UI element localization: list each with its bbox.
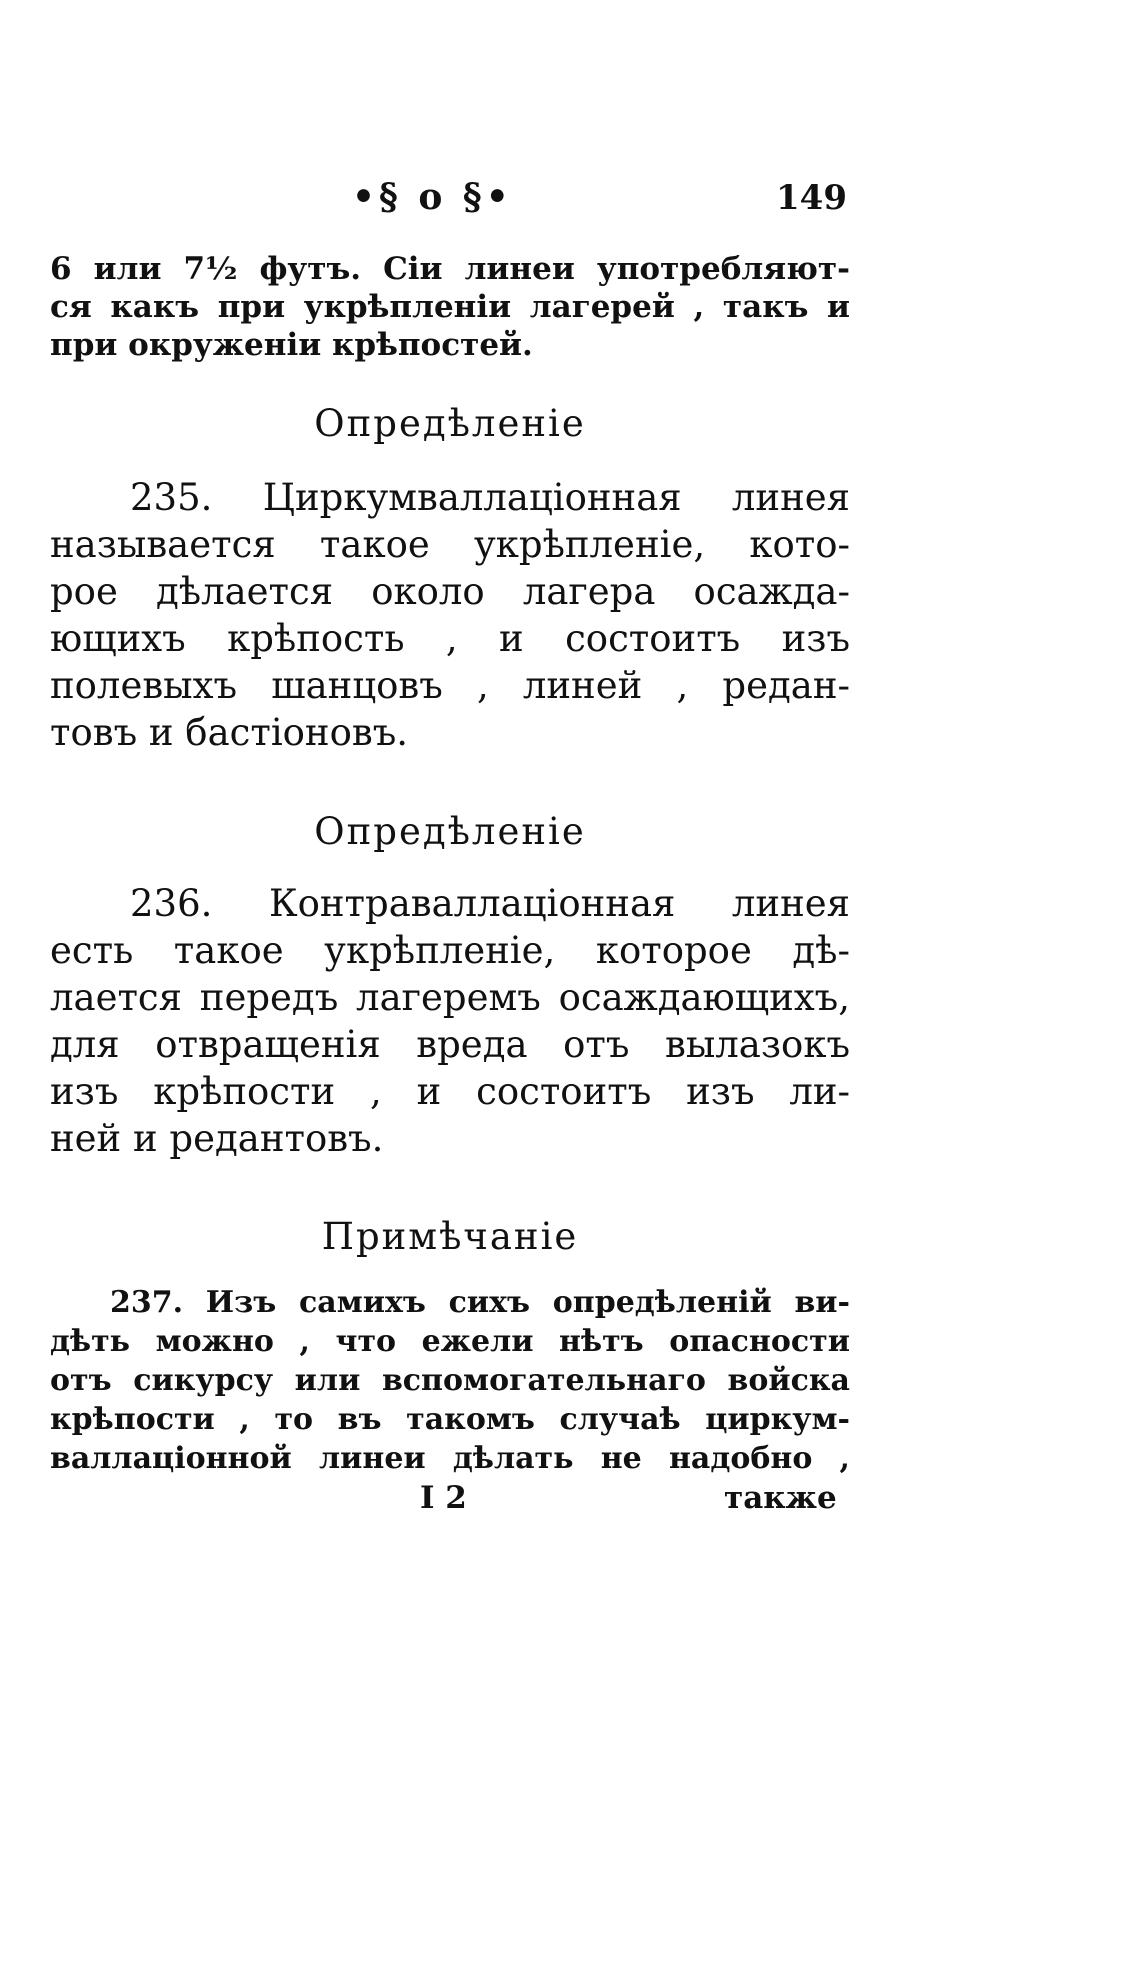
text-line: дѣть можно , что ежели нѣтъ опасности [50,1324,850,1359]
text-line: валлаціонной линеи дѣлать не надобно , [50,1441,850,1476]
text-line: крѣпости , то въ такомъ случаѣ циркум- [50,1402,850,1437]
page-footer [0,1480,1140,1520]
signature-mark: I 2 [420,1480,467,1516]
text-line: при окруженіи крѣпостей. [50,327,533,363]
section-heading-235: Опредѣленіе [314,402,586,445]
text-line: 235. Циркумваллаціонная линея [130,476,850,519]
text-line: ся какъ при укрѣпленіи лагерей , такъ и [50,289,850,325]
text-line: для отвращенія вреда отъ вылазокъ [50,1023,850,1066]
text-line: полевыхъ шанцовъ , линей , редан- [50,664,850,707]
intro-paragraph [50,250,850,364]
text-line: товъ и бастіоновъ. [50,711,409,754]
paragraph-236 [50,880,850,1162]
text-line: 6 или 7½ футъ. Сіи линеи употребляют- [50,251,850,287]
text-line: изъ крѣпости , и состоитъ изъ ли- [50,1070,850,1113]
text-line: 236. Контраваллаціонная линея [130,882,850,925]
text-line: отъ сикурсу или вспомогательнаго войска [50,1363,850,1398]
section-heading-236: Опредѣленіе [314,810,586,853]
catchword: также [724,1480,837,1516]
text-line: рое дѣлается около лагера осажда- [50,570,850,613]
text-line: есть такое укрѣпленіе, которое дѣ- [50,929,850,972]
text-line: лается передъ лагеремъ осаждающихъ, [50,976,850,1019]
text-line: называется такое укрѣпленіе, кото- [50,523,850,566]
paragraph-237 [50,1283,850,1478]
page-header [0,176,1140,226]
text-line: 237. Изъ самихъ сихъ опредѣленій ви- [110,1285,850,1320]
section-heading-237: Примѣчаніе [321,1215,579,1258]
header-ornament: •§ o §• [352,176,513,218]
paragraph-235 [50,474,850,756]
text-line: ющихъ крѣпость , и состоитъ изъ [50,617,850,660]
text-line: ней и редантовъ. [50,1117,384,1160]
page-number: 149 [776,178,847,218]
